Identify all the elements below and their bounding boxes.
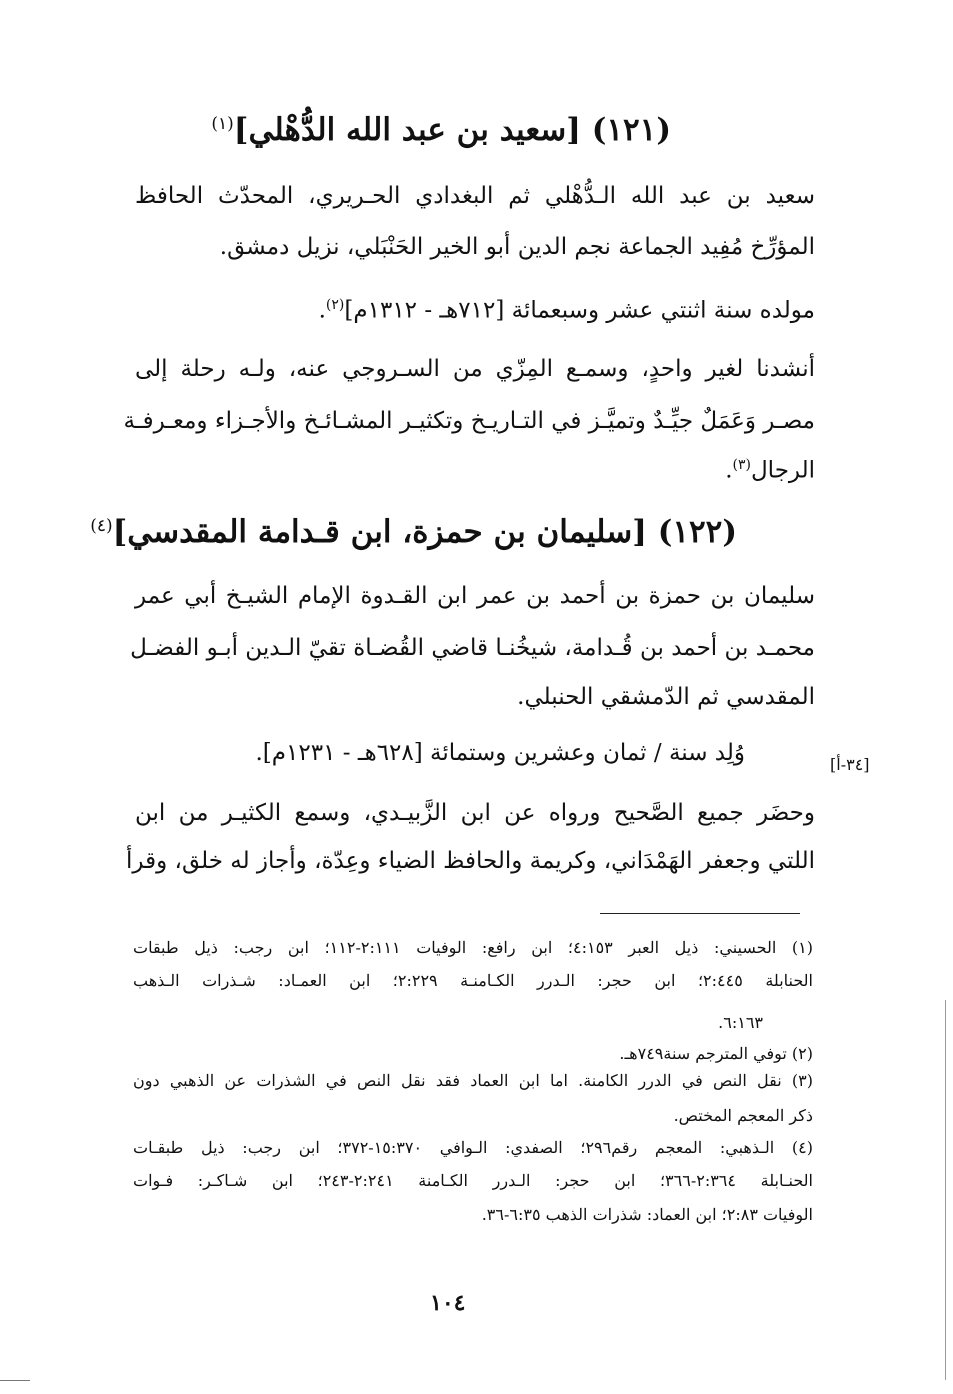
- scan-corner-mark: [0, 1380, 30, 1381]
- entry-121-rijal-text: الرجال: [750, 457, 815, 484]
- entry-122-line-6: اللتي وجعفر الهَمْدَاني، وكريمة والحافظ الضياء وعِدّة، وأجاز له خلق، وقرأ: [126, 848, 815, 874]
- footnote-4-line-3: الوفيات ٢:٨٣؛ ابن العماد: شذرات الذهب ٦:٣٥-٣٦.: [481, 1205, 813, 1224]
- footnote-3-line-1: (٣) نقل النص في الدرر الكامنة. اما ابن العماد فقد نقل النص في الشذرات عن الذهبي دون: [133, 1071, 813, 1090]
- entry-122-line-3: المقدسي ثم الدّمشقي الحنبلي.: [517, 684, 815, 710]
- footnote-4-line-2: الحنـابلة ٢:٣٦٤-٣٦٦؛ ابن حجر: الـدرر الكـامنة ٢:٢٤١-٢٤٣؛ ابن شـاكـر: فـوات: [133, 1171, 813, 1190]
- entry-121-line-1: سعيد بن عبد الله الـدُّهْلي ثم البغدادي الحـريري، المحدّث الحافظ: [135, 183, 815, 209]
- scan-edge-line: [945, 1000, 946, 1380]
- footnote-1-line-2: الحنابلة ٢:٤٤٥؛ ابن حجر: الـدرر الكـامنـة ٢:٢٢٩؛ ابن العمـاد: شـذرات الـذهب: [133, 971, 814, 990]
- entry-121-line-4: أنشدنا لغير واحدٍ، وسمـع المِزّي من السـروجي عنه، ولـه رحلة إلى: [135, 356, 815, 382]
- entry-121-line-5: مصـر وَعَمَلٌ جيِّـدٌ وتميَّـز في التـاريـخ وتكثيـر المشـائـخ والأجـزاء ومعـرفـة: [123, 408, 815, 434]
- period: .: [318, 297, 326, 324]
- entry-122-heading: [86, 514, 737, 550]
- entry-122-line-2: محمـد بن أحمد بن قُـدامة، شيخُنـا قاضي القُضـاة تقيّ الـدين أبـو الفضـل: [130, 635, 815, 661]
- entry-122-birth-line: وُلِد سنة / ثمان وعشرين وستمائة [٦٢٨هـ - ١٢٣١م].: [255, 740, 745, 766]
- footnote-1-line-3: ٦:١٦٣.: [718, 1013, 763, 1032]
- entry-121-heading: [207, 112, 671, 148]
- entry-122-line-1: سليمان بن حمزة بن أحمد بن عمر ابن القـدوة الإمام الشيـخ أبي عمر: [135, 583, 815, 609]
- footnote-separator: [600, 913, 800, 914]
- footnote-4-line-1: (٤) الـذهبي: المعجم رقم٢٩٦؛ الصفدي: الـوافي ١٥:٣٧٠-٣٧٢؛ ابن رجب: ذيل طبقـات: [133, 1138, 813, 1157]
- footnote-3-line-2: ذكر المعجم المختص.: [673, 1106, 813, 1125]
- entry-122-line-5: وحضَر جميع الصَّحيح ورواه عن ابن الزَّبيـدي، وسمع الكثيـر من ابن: [135, 800, 815, 826]
- entry-122-title: (١٢٢) [سليمان بن حمزة، ابن قـدامة المقدسي]: [112, 514, 737, 550]
- footnote-ref-4: (٤): [90, 515, 113, 536]
- entry-121-line-2: المؤرِّخ مُفِيد الجماعة نجم الدين أبو الخير الحَنْبَلي، نزيل دمشق.: [219, 234, 815, 260]
- page-number: ١٠٤: [430, 1290, 466, 1316]
- entry-121-birth-text: مولده سنة اثنتي عشر وسبعمائة [٧١٢هـ - ١٣١٢م]: [344, 297, 815, 324]
- footnote-2: (٢) توفي المترجم سنة٧٤٩هـ.: [619, 1044, 813, 1063]
- entry-121-birth-line: [135, 298, 815, 323]
- footnote-1-line-1: (١) الحسيني: ذيل العبر ٤:١٥٣؛ ابن رافع: الوفيات ٢:١١١-١١٢؛ ابن رجب: ذيل طبقات: [133, 938, 814, 957]
- footnote-ref-2: (٢): [325, 297, 345, 313]
- entry-121-title: (١٢١) [سعيد بن عبد الله الدُّهْلي]: [233, 112, 671, 148]
- footnote-ref-3: (٣): [732, 457, 751, 473]
- footnote-ref-1: (١): [211, 113, 234, 134]
- period: .: [725, 457, 733, 484]
- manuscript-folio-note: [٣٤-أ]: [830, 755, 870, 774]
- entry-121-line-6: [135, 458, 815, 483]
